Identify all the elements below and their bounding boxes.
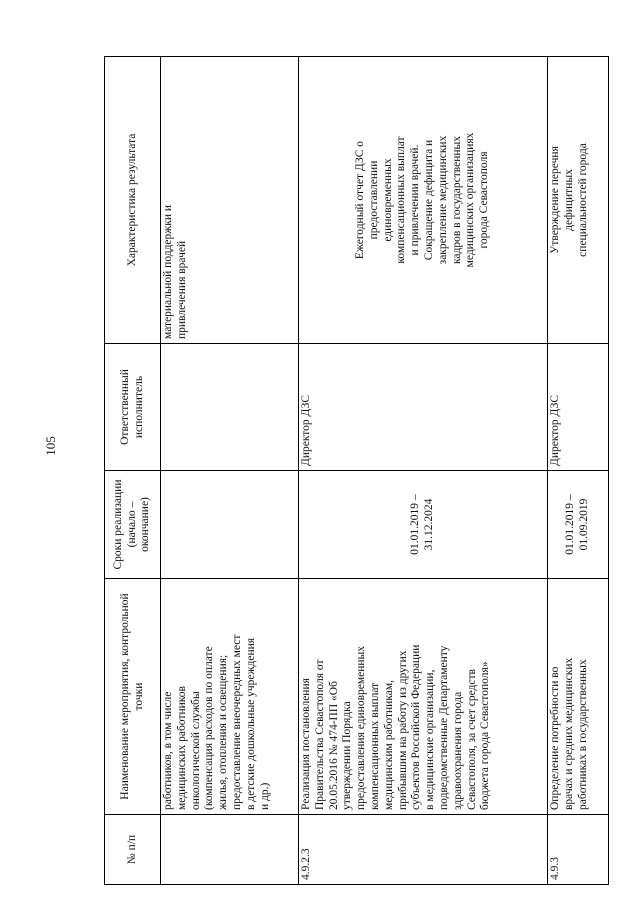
header-term: Сроки реализации (начало – окончание) — [105, 471, 161, 579]
row3-name-line: Определение потребности во — [549, 666, 561, 810]
measures-table — [104, 56, 609, 885]
row2-result-line: медицинских организациях — [464, 132, 477, 268]
row1-result-line: привлечения врачей — [175, 240, 188, 339]
row3-term — [548, 471, 609, 579]
row2-name-line: 20.05.2016 № 474-ПП «Об — [327, 681, 340, 810]
row1-name-line: предоставление внеочередных мест — [230, 634, 243, 810]
row3-result-line: специальностей города — [576, 143, 589, 257]
row1-term — [161, 471, 299, 579]
row3-result-line: Утверждение перечня — [549, 146, 561, 254]
row2-result-line: компенсационных выплат — [395, 136, 408, 264]
row3-responsible: Директор ДЗС — [548, 344, 609, 471]
row2-name-line: в медицинские организации, — [424, 669, 437, 810]
row1-name-line: работников, в том числе — [162, 691, 174, 810]
row1-name-line: медицинских работников — [175, 686, 188, 810]
row2-name-line: компенсационных выплат — [368, 682, 381, 810]
row2-result — [299, 57, 548, 344]
row2-result-line: единовременных — [381, 158, 394, 242]
table-header-row — [105, 57, 161, 885]
row2-name-line: субъектов Российской Федерации — [410, 644, 423, 810]
row2-name-line: утверждении Порядка — [341, 701, 354, 810]
row3-name — [548, 579, 609, 815]
row3-name-line: врачах и средних медицинских — [562, 657, 575, 810]
row1-name-line: в детские дошкольные учреждения — [244, 637, 257, 810]
row1-name-line: (компенсация расходов по оплате — [203, 646, 216, 810]
row2-result-line: предоставлении — [367, 160, 380, 240]
row2-name-line: медицинским работникам, — [382, 679, 395, 810]
header-name: Наименование мероприятия, контрольной точки — [105, 579, 161, 815]
row2-term — [299, 471, 548, 579]
row3-result — [548, 57, 609, 344]
row3-result-line: дефицитных — [562, 169, 575, 231]
table-row — [548, 57, 609, 885]
header-result: Характеристика результата — [105, 57, 161, 344]
row2-result-line: Ежегодный отчет ДЗС о — [354, 140, 367, 260]
row2-result-line: Сокращение дефицита и — [423, 139, 435, 261]
row1-name-line: жилья, отопления и освещения; — [217, 654, 230, 810]
row2-name-line: Реализация постановления — [300, 678, 312, 810]
row2-name-line: здравоохранения города — [451, 691, 464, 810]
row1-num — [161, 815, 299, 885]
row2-name-line: Севастополя, за счет средств — [465, 669, 478, 810]
row1-name-line: и др.) — [258, 782, 271, 810]
header-responsible: Ответственный исполнитель — [105, 344, 161, 471]
row2-name-line: предоставления единовременных — [355, 645, 368, 810]
rotated-table-frame — [104, 57, 608, 885]
row2-term-start: 01.01.2019 – — [409, 494, 422, 555]
row2-name-line: Правительства Севастополя от — [313, 659, 326, 810]
row3-num: 4.9.3 — [548, 815, 609, 885]
row2-name-line: подведомственные Департаменту — [437, 645, 450, 810]
rotated-table-content — [104, 57, 608, 885]
row2-name-line: бюджета города Севастополя» — [479, 661, 492, 810]
row2-name-line: прибывшим на работу из других — [396, 650, 409, 810]
row1-name — [161, 579, 299, 815]
row1-result — [161, 57, 299, 344]
row2-term-end: 31.12.2024 — [423, 498, 435, 551]
row2-name — [299, 579, 548, 815]
row1-name-line: онкологической службы — [189, 691, 202, 810]
row3-name-line: работниках в государственных — [576, 659, 589, 810]
row2-responsible: Директор ДЗС — [299, 344, 548, 471]
row2-result-line: закрепление медицинских — [436, 135, 449, 265]
row2-result-line: и привлечении врачей. — [409, 144, 422, 256]
row2-result-line: кадров в государственных — [450, 136, 463, 265]
row2-result-line: города Севастополя — [478, 151, 491, 249]
row2-num: 4.9.2.3 — [299, 815, 548, 885]
header-num: № п/п — [105, 815, 161, 885]
row1-result-line: материальной поддержки и — [162, 204, 174, 339]
row3-term-start: 01.01.2019 – — [564, 494, 577, 555]
page-number: 105 — [43, 436, 58, 456]
table-row — [161, 57, 299, 885]
table-row — [299, 57, 548, 885]
row3-term-end: 01.09.2019 — [578, 498, 590, 551]
row1-responsible — [161, 344, 299, 471]
